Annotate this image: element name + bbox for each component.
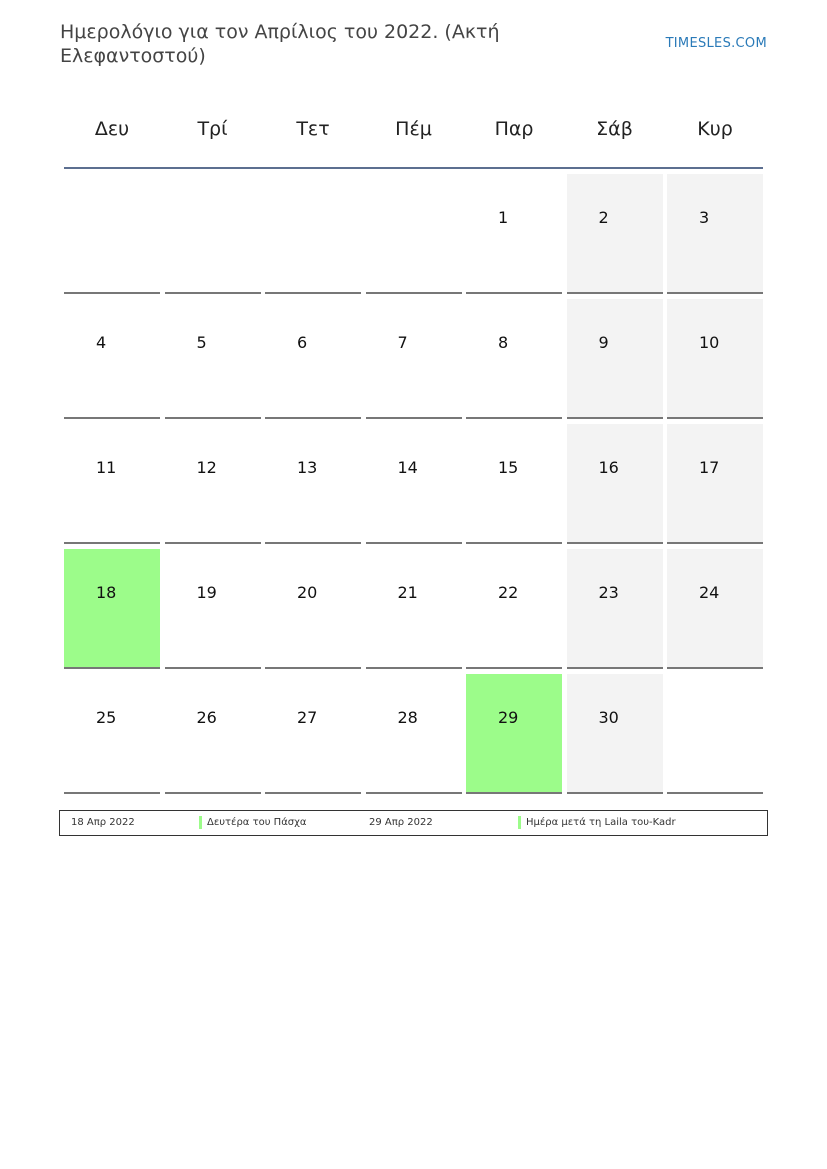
day-number: 10 [699,333,720,352]
day-number: 8 [498,333,509,352]
day-cell-weekend[interactable] [567,674,663,794]
day-number: 28 [397,708,418,727]
day-number: 25 [96,708,117,727]
day-number: 14 [397,458,418,477]
day-number: 17 [699,458,720,477]
day-cell-empty [165,174,261,294]
calendar-grid [64,90,763,799]
day-number: 24 [699,583,720,602]
day-cell-weekend[interactable] [667,549,763,669]
weekday-friday: Παρ [494,117,534,140]
weekday-sunday: Κυρ [697,117,733,140]
day-number: 30 [598,708,619,727]
day-cell-holiday[interactable] [64,549,160,669]
day-number: 26 [196,708,217,727]
day-cell-empty [366,174,462,294]
week-row [64,174,763,299]
holiday-color-marker [199,816,202,829]
day-cell-weekend[interactable] [567,174,663,294]
day-cell[interactable] [366,299,462,419]
day-number: 21 [397,583,418,602]
day-number: 5 [196,333,207,352]
day-cell[interactable] [466,549,562,669]
day-cell[interactable] [466,174,562,294]
legend-date: 18 Απρ 2022 [71,817,135,828]
day-cell[interactable] [165,299,261,419]
brand-link[interactable]: TIMESLES.COM [665,36,767,51]
day-number: 27 [297,708,318,727]
weeks [64,174,763,799]
weekday-saturday: Σάβ [596,117,633,140]
weekday-header [64,90,763,169]
week-row [64,299,763,424]
day-number: 19 [196,583,217,602]
day-cell[interactable] [165,674,261,794]
legend-date: 29 Απρ 2022 [369,817,433,828]
day-number: 6 [297,333,308,352]
day-cell-empty [667,674,763,794]
day-number: 29 [498,708,519,727]
week-row [64,549,763,674]
day-cell-empty [265,174,361,294]
week-row [64,674,763,799]
day-number: 13 [297,458,318,477]
legend-holiday-name: Δευτέρα του Πάσχα [207,817,307,828]
day-number: 12 [196,458,217,477]
holiday-legend [59,810,768,836]
day-cell[interactable] [265,299,361,419]
day-cell[interactable] [466,424,562,544]
day-cell-weekend[interactable] [567,549,663,669]
day-number: 3 [699,208,710,227]
day-number: 7 [397,333,408,352]
holiday-color-marker [518,816,521,829]
day-number: 11 [96,458,117,477]
day-number: 20 [297,583,318,602]
weekday-wednesday: Τετ [296,117,330,140]
day-number: 1 [498,208,509,227]
day-cell-weekend[interactable] [667,174,763,294]
day-number: 4 [96,333,107,352]
day-cell-weekend[interactable] [567,424,663,544]
day-cell[interactable] [265,549,361,669]
weekday-thursday: Πέμ [395,117,432,140]
page-title: Ημερολόγιο για τον Απρίλιος του 2022. (Ακτή Ελεφαντοστού) [60,21,500,67]
day-cell-weekend[interactable] [667,424,763,544]
day-cell-holiday[interactable] [466,674,562,794]
weekday-tuesday: Τρί [197,117,228,140]
day-cell[interactable] [265,674,361,794]
day-number: 16 [598,458,619,477]
day-cell[interactable] [64,674,160,794]
day-cell[interactable] [366,674,462,794]
day-cell[interactable] [466,299,562,419]
day-cell[interactable] [165,549,261,669]
day-cell[interactable] [366,549,462,669]
day-cell[interactable] [366,424,462,544]
weekday-monday: Δευ [94,117,130,140]
day-cell[interactable] [64,424,160,544]
day-cell-weekend[interactable] [667,299,763,419]
day-number: 15 [498,458,519,477]
day-cell-empty [64,174,160,294]
week-row [64,424,763,549]
day-cell-weekend[interactable] [567,299,663,419]
day-number: 22 [498,583,519,602]
day-number: 23 [598,583,619,602]
day-number: 9 [598,333,609,352]
day-cell[interactable] [165,424,261,544]
day-number: 18 [96,583,117,602]
day-cell[interactable] [265,424,361,544]
day-cell[interactable] [64,299,160,419]
day-number: 2 [598,208,609,227]
legend-holiday-name: Ημέρα μετά τη Laila του-Kadr [526,817,676,828]
